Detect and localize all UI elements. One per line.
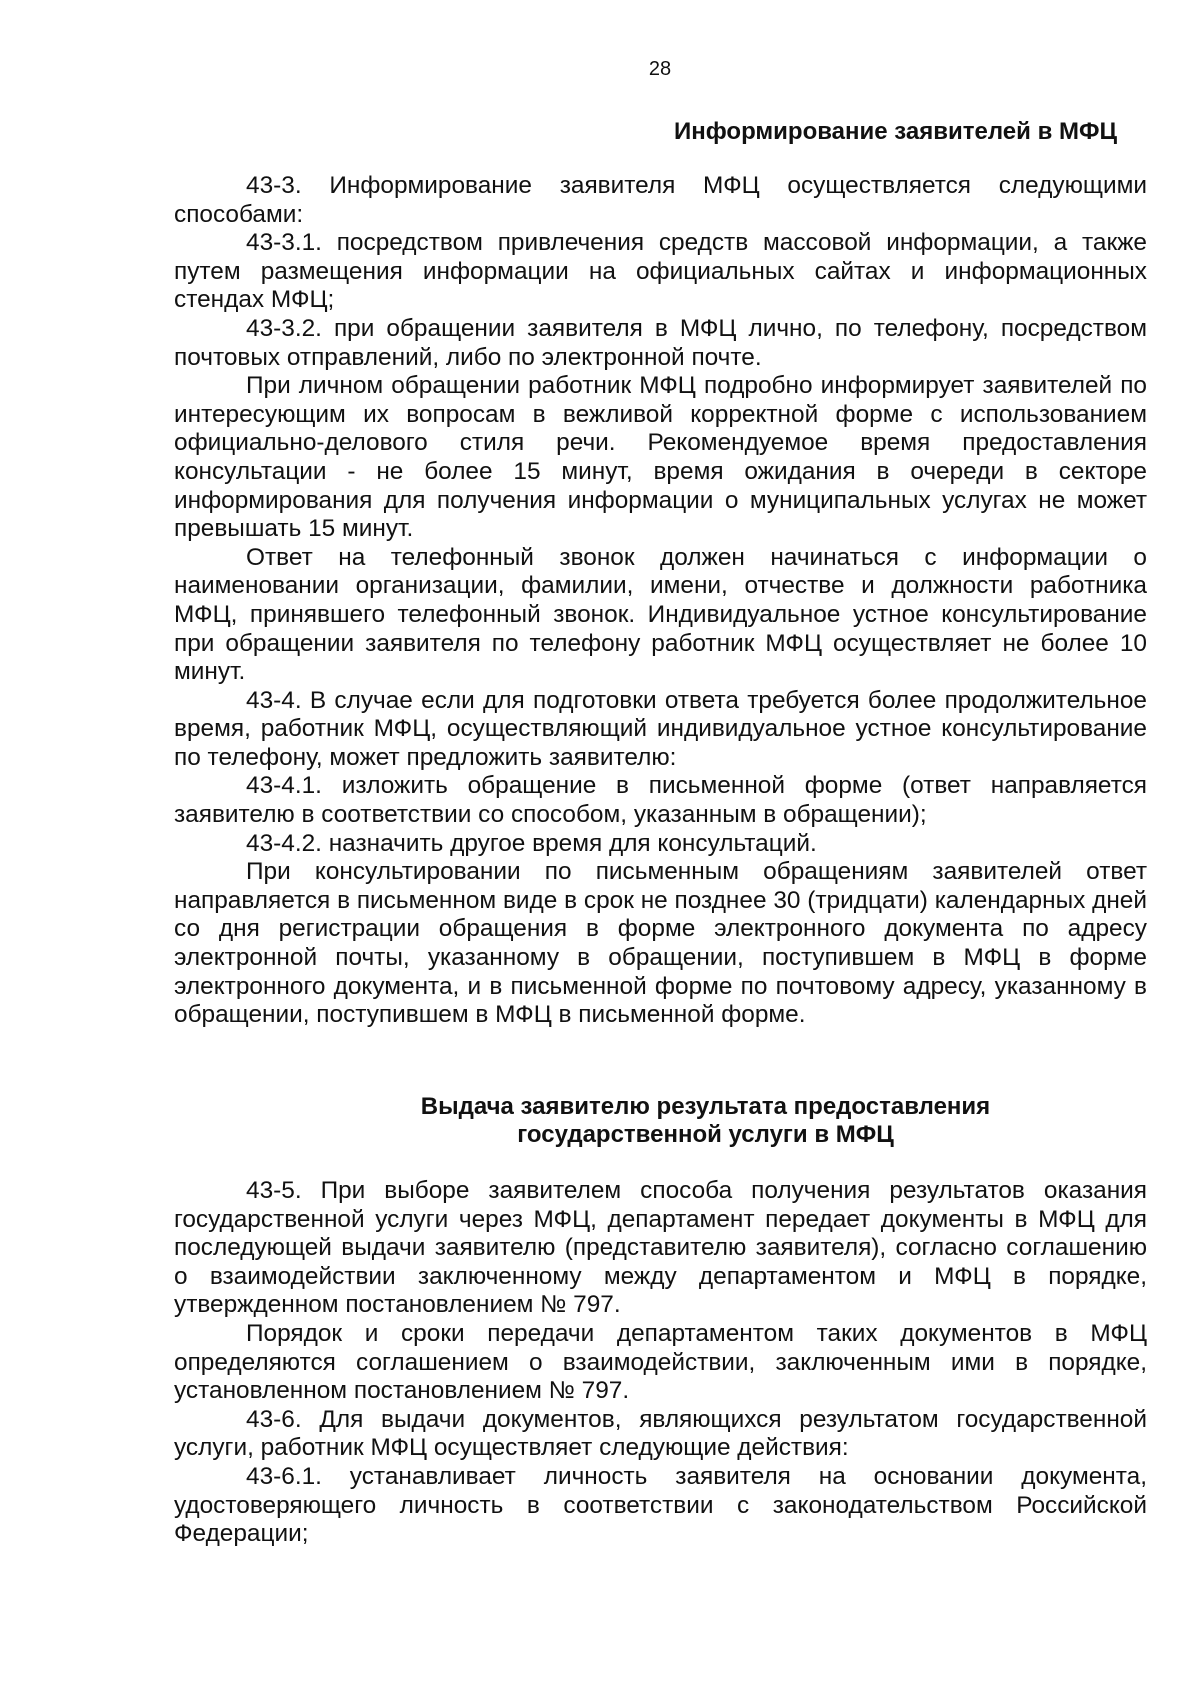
paragraph: 43-4.1. изложить обращение в письменной форме (ответ направляется заявителю в соответствии со способом, указанным в обращении); [174, 772, 1147, 829]
paragraph: 43-5. При выборе заявителем способа получения результатов оказания государственной услуги через МФЦ, департамент передает документы в МФЦ для последующей выдачи заявителю (представителю заявителя), согласно соглашению о взаимодействии заключенному между департаментом и МФЦ в порядке, утвержденном постановлением № 797. [174, 1177, 1147, 1319]
section-title-line: Выдача заявителю результата предоставления [420, 1093, 991, 1120]
paragraph: При консультировании по письменным обращениям заявителей ответ направляется в письменном виде в срок не позднее 30 (тридцати) календарных дней со дня регистрации обращения в форме электронного документа по адресу электронной почты, указанному в обращении, поступившем в МФЦ в форме электронного документа, и в письменной форме по почтовому адресу, указанному в обращении, поступившем в МФЦ в письменной форме. [174, 858, 1147, 1029]
section-title-line: государственной услуги в МФЦ [517, 1121, 894, 1148]
paragraph: При личном обращении работник МФЦ подробно информирует заявителей по интересующим их вопросам в вежливой корректной форме с использованием официально-делового стиля речи. Рекомендуемое время предоставления консультации - не более 15 минут, время ожидания в очереди в секторе информирования для получения информации о муниципальных услугах не может превышать 15 минут. [174, 372, 1147, 543]
paragraph: 43-3. Информирование заявителя МФЦ осуществляется следующими способами: [174, 172, 1147, 228]
paragraph: 43-6.1. устанавливает личность заявителя на основании документа, удостоверяющего личность в соответствии с законодательством Российской Федерации; [174, 1462, 1147, 1548]
paragraph: 43-4. В случае если для подготовки ответа требуется более продолжительное время, работник МФЦ, осуществляющий индивидуальное устное консультирование по телефону, может предложить заявителю: [174, 686, 1147, 771]
page-number: 28 [648, 58, 672, 80]
paragraph: 43-6. Для выдачи документов, являющихся результатом государственной услуги, работник МФЦ осуществляет следующие действия: [174, 1405, 1147, 1462]
paragraph: Ответ на телефонный звонок должен начинаться с информации о наименовании организации, фамилии, имени, отчестве и должности работника МФЦ, принявшего телефонный звонок. Индивидуальное устное консультирование при обращении заявителя по телефону работник МФЦ осуществляет не более 10 минут. [174, 543, 1147, 686]
section-informing-body [174, 172, 1147, 1030]
paragraph: 43-4.2. назначить другое время для консультаций. [246, 829, 817, 857]
section-title-informing: Информирование заявителей в МФЦ [673, 118, 1117, 145]
paragraph: 43-3.1. посредством привлечения средств массовой информации, а также путем размещения информации на официальных сайтах и информационных стендах МФЦ; [174, 229, 1147, 314]
paragraph: Порядок и сроки передачи департаментом таких документов в МФЦ определяются соглашением о взаимодействии, заключенным ими в порядке, установленном постановлением № 797. [174, 1319, 1147, 1405]
section-title-result-issuance [174, 1093, 1147, 1149]
section-result-issuance-body [174, 1177, 1147, 1549]
paragraph: 43-3.2. при обращении заявителя в МФЦ лично, по телефону, посредством почтовых отправлений, либо по электронной почте. [174, 314, 1147, 371]
